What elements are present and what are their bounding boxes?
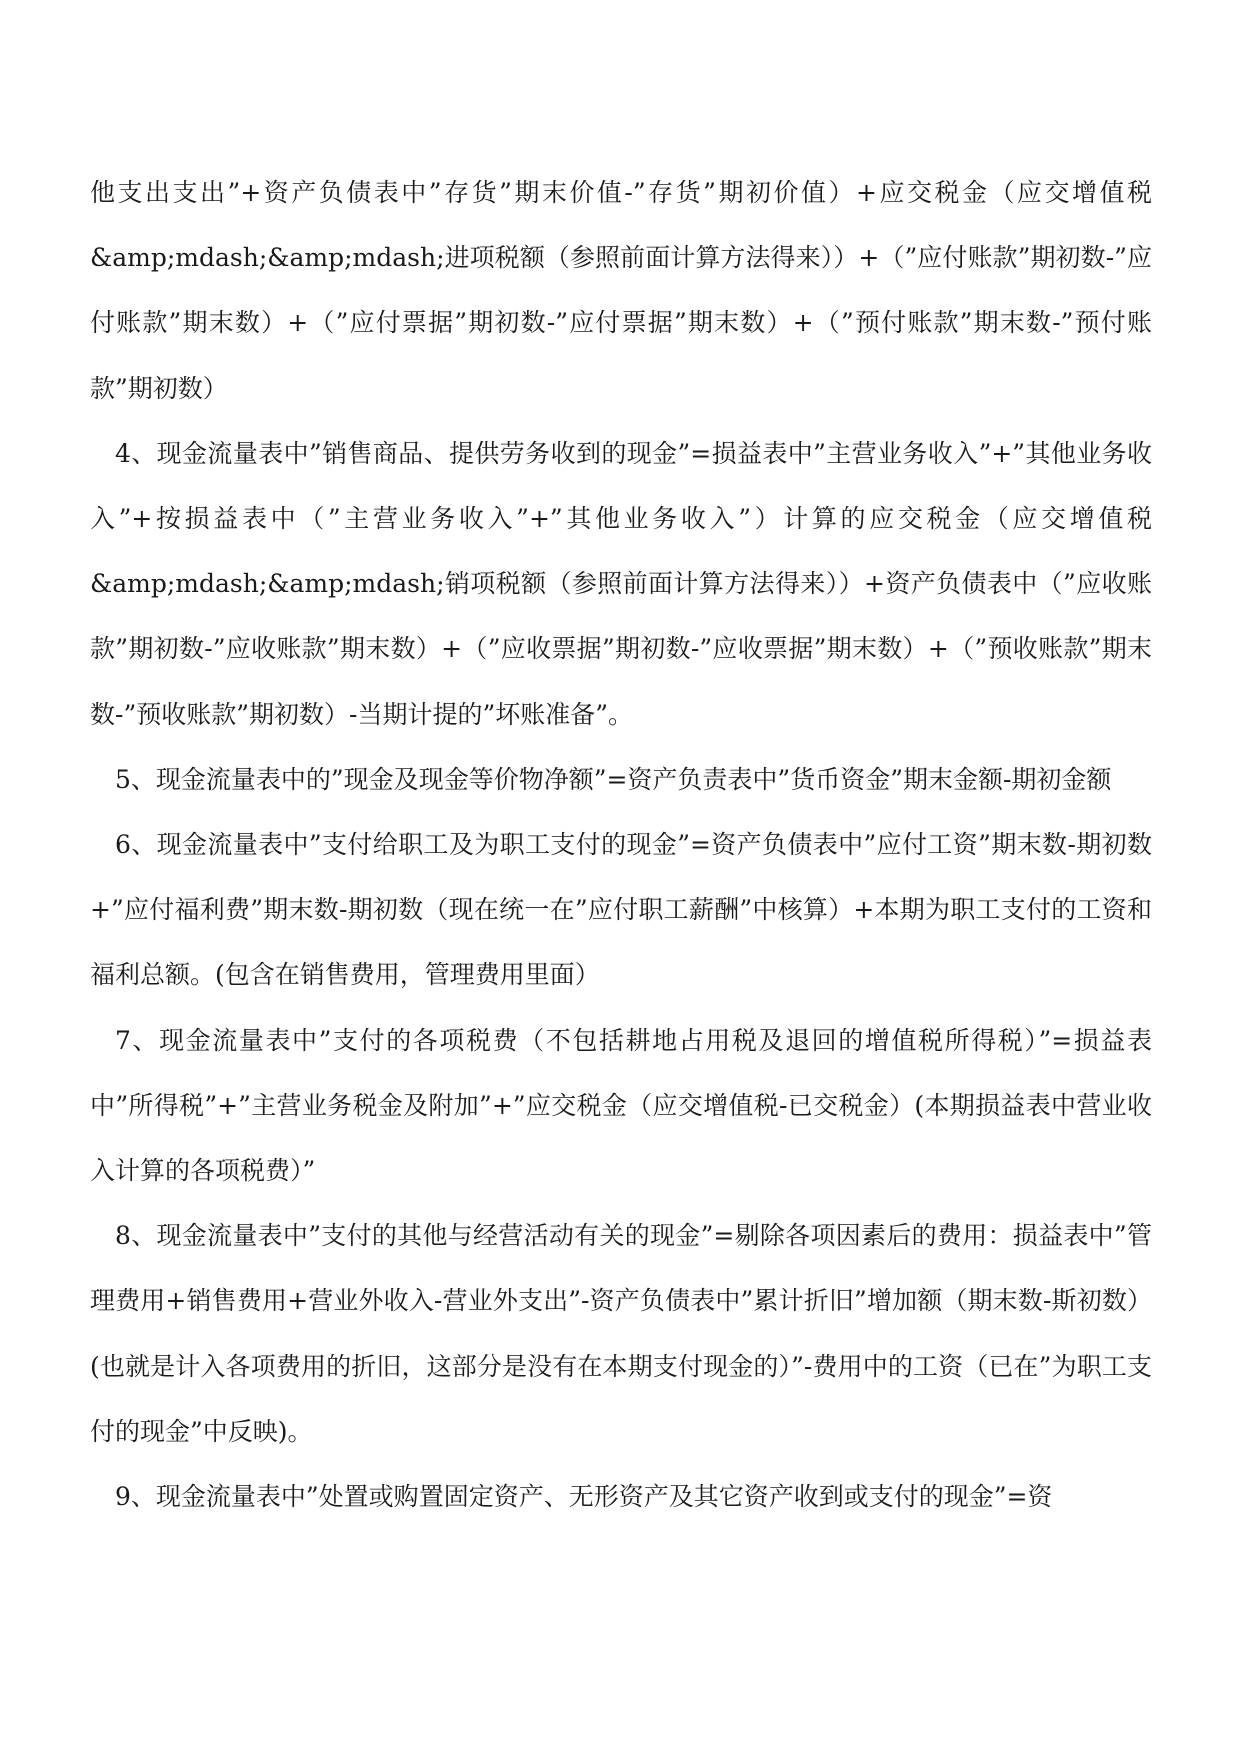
paragraph-item-7: 7、现金流量表中”支付的各项税费（不包括耕地占用税及退回的增值税所得税）”=损益表中”所得税”+”主营业务税金及附加”+”应交税金（应交增值税-已交税金）(本期损益表中营业收入计算的各项税费）” — [90, 1025, 1152, 1186]
paragraph-item-5: 5、现金流量表中的”现金及现金等价物净额”=资产负责表中”货币资金”期末金额-期初金额 — [115, 764, 1112, 794]
document-body — [90, 160, 1152, 1529]
paragraph-continuation: 他支出支出”+资产负债表中”存货”期末价值-”存货”期初价值）+应交税金（应交增值税&amp;mdash;&amp;mdash;进项税额（参照前面计算方法得来））+（”应付账款”期初数-”应付账款”期末数）+（”应付票据”期初数-”应付票据”期末数）+（”预付账款”期末数-”预付账款”期初数） — [90, 178, 1152, 403]
paragraph-item-4: 4、现金流量表中”销售商品、提供劳务收到的现金”=损益表中”主营业务收入”+”其他业务收入”+按损益表中（”主营业务收入”+”其他业务收入”）计算的应交税金（应交增值税&amp;mdash;&amp;mdash;销项税额（参照前面计算方法得来））+资产负债表中（”应收账款”期初数-”应收账款”期末数）+（”应收票据”期初数-”应收票据”期末数）+（”预收账款”期末数-”预收账款”期初数）-当期计提的”坏账准备”。 — [90, 438, 1152, 729]
paragraph-item-9: 9、现金流量表中”处置或购置固定资产、无形资产及其它资产收到或支付的现金”=资 — [115, 1482, 1053, 1512]
paragraph-item-6: 6、现金流量表中”支付给职工及为职工支付的现金”=资产负债表中”应付工资”期末数-期初数+”应付福利费”期末数-期初数（现在统一在”应付职工薪酬”中核算）+本期为职工支付的工资和福利总额。(包含在销售费用，管理费用里面） — [90, 830, 1152, 990]
paragraph-item-8: 8、现金流量表中”支付的其他与经营活动有关的现金”=剔除各项因素后的费用：损益表中”管理费用+销售费用+营业外收入-营业外支出”-资产负债表中”累计折旧”增加额（期末数-斯初数）(也就是计入各项费用的折旧，这部分是没有在本期支付现金的）”-费用中的工资（已在”为职工支付的现金”中反映)。 — [90, 1221, 1152, 1446]
